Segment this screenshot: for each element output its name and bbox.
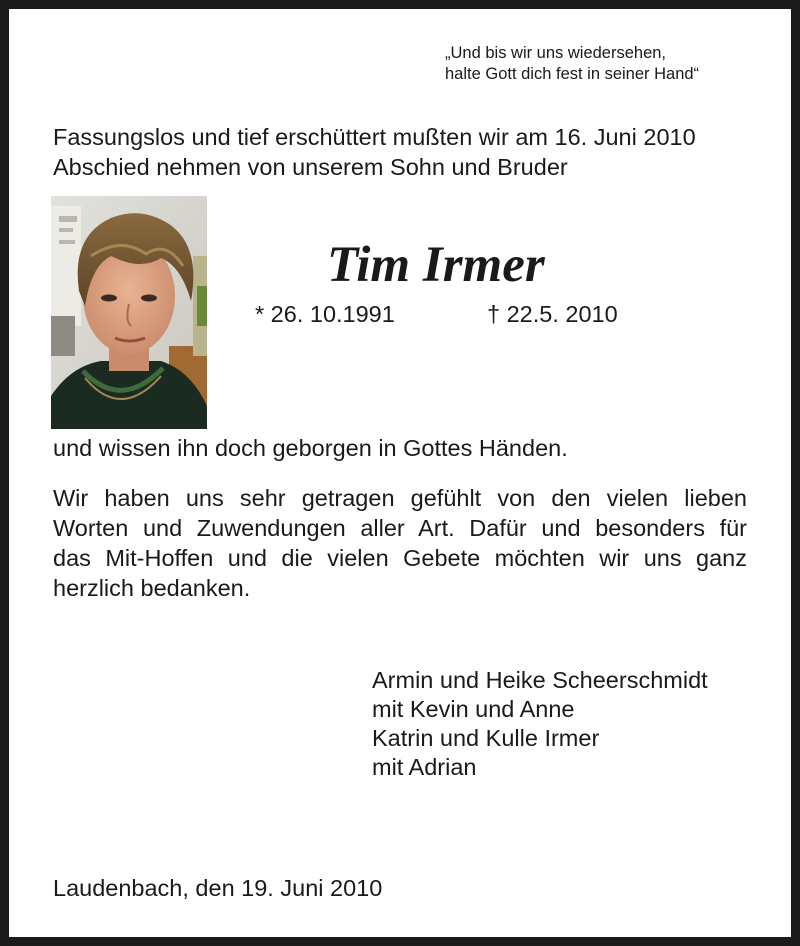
portrait-image	[51, 196, 207, 429]
thanks-paragraph	[53, 483, 747, 603]
thanks-line-1: Wir haben uns sehr getragen gefühlt von den vielen lieben	[53, 485, 747, 511]
death-date: † 22.5. 2010	[487, 301, 618, 327]
portrait-photo	[51, 196, 207, 429]
family-line-1: Armin und Heike Scheerschmidt	[372, 667, 708, 693]
motto-line-2: halte Gott dich fest in seiner Hand“	[445, 65, 700, 83]
thanks-line-3: das Mit-Hoffen und die vielen Gebete möchten wir uns ganz	[53, 545, 747, 571]
motto-line-1: „Und bis wir uns wiedersehen,	[445, 44, 667, 62]
consolation-line: und wissen ihn doch geborgen in Gottes Händen.	[53, 435, 568, 461]
intro-line-1: Fassungslos und tief erschüttert mußten wir am 16. Juni 2010	[53, 124, 696, 150]
intro-line-2: Abschied nehmen von unserem Sohn und Bruder	[53, 154, 568, 180]
birth-date: * 26. 10.1991	[255, 301, 395, 327]
intro-text	[53, 122, 696, 182]
thanks-line-4: herzlich bedanken.	[53, 575, 251, 601]
family-line-4: mit Adrian	[372, 754, 477, 780]
family-signature	[372, 666, 708, 782]
motto-quote	[445, 43, 699, 85]
family-line-2: mit Kevin und Anne	[372, 696, 575, 722]
place-and-date: Laudenbach, den 19. Juni 2010	[53, 875, 383, 901]
thanks-line-2: Worten und Zuwendungen aller Art. Dafür und besonders für	[53, 515, 747, 541]
family-line-3: Katrin und Kulle Irmer	[372, 725, 600, 751]
deceased-name: Tim Irmer	[327, 237, 545, 293]
